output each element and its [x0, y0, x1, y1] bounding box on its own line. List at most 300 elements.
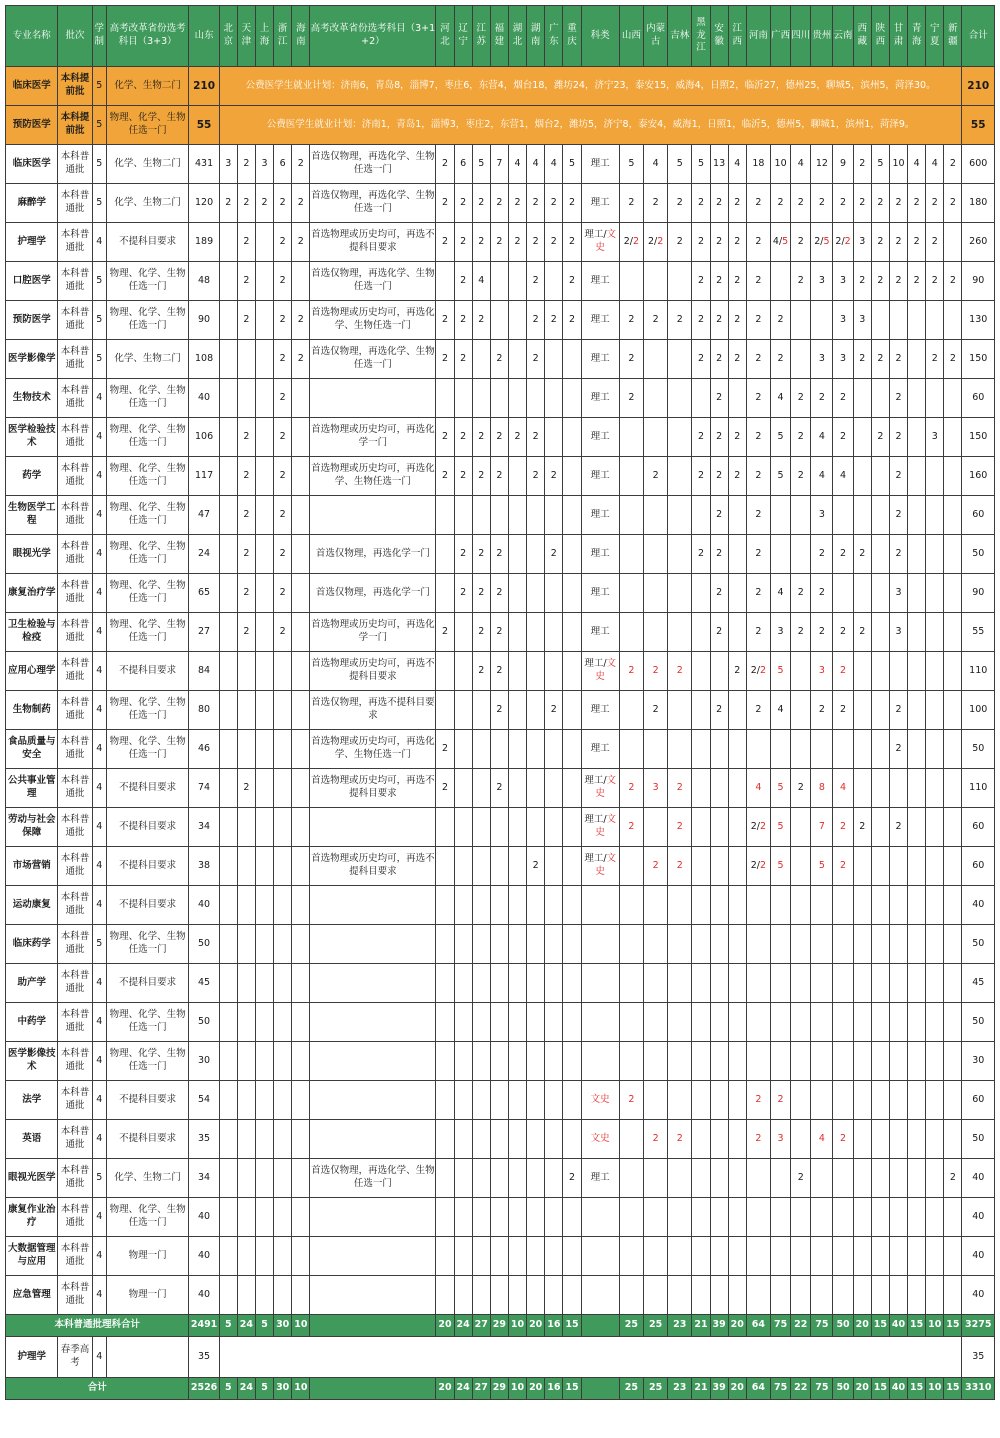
quota-cell	[436, 1159, 454, 1198]
quota-cell	[237, 1159, 255, 1198]
quota-cell	[255, 262, 273, 301]
quota-cell	[871, 613, 889, 652]
quota-cell	[926, 1159, 944, 1198]
quota-cell	[746, 847, 770, 886]
quota-cell	[545, 340, 563, 379]
quota-cell: 2	[889, 262, 907, 301]
quota-cell	[710, 1159, 728, 1198]
subject-requirement-3plus1plus2: 首选仅物理，再选化学一门	[310, 535, 436, 574]
major-row	[6, 691, 995, 730]
quota-cell	[944, 496, 962, 535]
header-cell: 河南	[746, 6, 770, 67]
quota-cell	[527, 1237, 545, 1276]
quota-cell	[668, 613, 692, 652]
quota-cell	[811, 769, 833, 808]
quota-cell	[490, 496, 508, 535]
quota-cell: 2	[728, 340, 746, 379]
row-total: 45	[962, 964, 995, 1003]
quota-arts: 2	[628, 1093, 635, 1105]
total-cell: 24	[454, 1378, 472, 1400]
quota-cell: 2	[811, 379, 833, 418]
batch: 本科普通批	[58, 1003, 92, 1042]
quota-cell	[563, 496, 581, 535]
header-cell: 安徽	[710, 6, 728, 67]
quota-cell: 2	[710, 574, 728, 613]
quota-cell	[274, 1120, 292, 1159]
quota-cell	[833, 1042, 853, 1081]
quota-cell	[527, 886, 545, 925]
quota-cell: 5	[563, 145, 581, 184]
major-row	[6, 1198, 995, 1237]
quota-cell	[791, 1120, 811, 1159]
quota-cell: 2	[237, 145, 255, 184]
quota-cell: 2	[791, 613, 811, 652]
major-row	[6, 262, 995, 301]
quota-cell	[255, 730, 273, 769]
major-name: 医学影像学	[6, 340, 58, 379]
quota-cell	[490, 262, 508, 301]
quota-cell	[728, 886, 746, 925]
major-row	[6, 886, 995, 925]
quota-cell	[871, 964, 889, 1003]
quota-cell	[833, 1081, 853, 1120]
quota-cell	[219, 1003, 237, 1042]
batch: 本科普通批	[58, 847, 92, 886]
total-cell: 64	[746, 1378, 770, 1400]
quota-cell	[255, 1276, 273, 1315]
quota-cell	[545, 262, 563, 301]
quota-cell: 2	[472, 418, 490, 457]
quota-cell	[728, 847, 746, 886]
quota-cell	[292, 379, 310, 418]
batch: 本科普通批	[58, 418, 92, 457]
quota-cell: 431	[189, 145, 219, 184]
quota-cell	[454, 886, 472, 925]
quota-arts: 文史	[590, 1132, 610, 1144]
quota-cell	[292, 262, 310, 301]
quota-cell	[527, 691, 545, 730]
quota-cell	[811, 964, 833, 1003]
batch: 本科普通批	[58, 1081, 92, 1120]
subject-requirement-3plus1plus2: 首选物理或历史均可，再选不提科目要求	[310, 652, 436, 691]
quota-cell: 2	[889, 184, 907, 223]
subject-requirement-3plus3: 物理、化学、生物任选一门	[106, 262, 189, 301]
quota-cell: 2	[728, 652, 746, 691]
quota-cell	[871, 1120, 889, 1159]
total-cell: 25	[619, 1378, 643, 1400]
quota-cell	[545, 847, 563, 886]
major-row	[6, 535, 995, 574]
quota-cell	[436, 1120, 454, 1159]
quota-cell	[490, 1198, 508, 1237]
quota-cell: 2	[746, 262, 770, 301]
quota-cell	[644, 808, 668, 847]
category	[581, 964, 619, 1003]
quota-cell: 2	[944, 262, 962, 301]
quota-cell	[692, 730, 710, 769]
subject-requirement-3plus3: 物理、化学、生物任选一门	[106, 730, 189, 769]
quota-arts: 2	[777, 1093, 784, 1105]
quota-cell	[219, 886, 237, 925]
header-cell: 广西	[771, 6, 791, 67]
quota-cell	[472, 379, 490, 418]
quota-cell	[889, 301, 907, 340]
subtotal-cell	[310, 1315, 436, 1337]
quota-cell	[908, 964, 926, 1003]
quota-cell	[219, 1276, 237, 1315]
quota-cell	[710, 1198, 728, 1237]
subject-requirement-3plus1plus2: 首选仅物理，再选化学、生物任选一门	[310, 145, 436, 184]
quota-cell	[436, 1237, 454, 1276]
quota-cell	[692, 379, 710, 418]
quota-cell	[771, 496, 791, 535]
quota-cell	[668, 925, 692, 964]
major-name: 生物医学工程	[6, 496, 58, 535]
total-cell: 16	[545, 1378, 563, 1400]
quota-cell	[871, 535, 889, 574]
major-name: 医学检验技术	[6, 418, 58, 457]
total-cell: 15	[944, 1378, 962, 1400]
quota-cell	[771, 262, 791, 301]
quota-cell	[219, 496, 237, 535]
quota-cell: 2	[944, 1159, 962, 1198]
years: 4	[92, 1081, 106, 1120]
quota-cell	[771, 730, 791, 769]
quota-cell: 2	[274, 184, 292, 223]
quota-science: 4/	[772, 235, 783, 247]
quota-arts: 文史	[590, 1093, 610, 1105]
quota-cell	[908, 340, 926, 379]
major-name: 眼视光医学	[6, 1159, 58, 1198]
quota-cell: 40	[189, 886, 219, 925]
quota-cell: 2	[871, 418, 889, 457]
subject-requirement-3plus1plus2: 首选物理或历史均可，再选不提科目要求	[310, 223, 436, 262]
quota-cell	[563, 1120, 581, 1159]
quota-cell: 2	[274, 457, 292, 496]
quota-cell: 2	[668, 301, 692, 340]
quota-cell: 2	[274, 301, 292, 340]
quota-cell	[644, 1003, 668, 1042]
quota-cell: 2	[710, 457, 728, 496]
quota-science: 理工/	[584, 814, 607, 826]
row-total: 50	[962, 535, 995, 574]
quota-arts: 3	[777, 1132, 784, 1144]
quota-arts: 3	[652, 781, 659, 793]
quota-cell	[644, 1042, 668, 1081]
quota-cell	[490, 925, 508, 964]
subject-requirement-3plus1plus2: 首选仅物理，再选化学、生物任选一门	[310, 340, 436, 379]
quota-cell	[255, 769, 273, 808]
quota-cell	[490, 1003, 508, 1042]
batch: 本科普通批	[58, 1120, 92, 1159]
quota-cell	[274, 808, 292, 847]
quota-cell	[692, 1081, 710, 1120]
quota-cell: 2	[274, 223, 292, 262]
quota-cell	[563, 457, 581, 496]
quota-cell: 2	[619, 301, 643, 340]
quota-science: 理工/	[584, 853, 607, 865]
quota-cell	[454, 847, 472, 886]
quota-cell: 2	[889, 535, 907, 574]
quota-cell: 2	[237, 769, 255, 808]
quota-cell: 2	[237, 262, 255, 301]
quota-cell: 2	[490, 613, 508, 652]
quota-cell	[833, 964, 853, 1003]
quota-cell: 2	[871, 340, 889, 379]
category: 理工	[581, 262, 619, 301]
quota-cell	[853, 730, 871, 769]
subject-requirement-3plus1plus2	[310, 1198, 436, 1237]
quota-cell	[563, 340, 581, 379]
quota-cell	[944, 1081, 962, 1120]
quota-cell	[219, 769, 237, 808]
quota-cell	[436, 847, 454, 886]
quota-cell	[944, 1120, 962, 1159]
quota-cell	[545, 1120, 563, 1159]
batch: 本科普通批	[58, 223, 92, 262]
quota-cell: 2	[292, 184, 310, 223]
quota-cell: 2	[746, 340, 770, 379]
quota-cell	[292, 418, 310, 457]
quota-cell	[644, 652, 668, 691]
quota-cell	[472, 886, 490, 925]
quota-cell: 18	[746, 145, 770, 184]
quota-arts: 2	[840, 1132, 847, 1144]
category	[581, 769, 619, 808]
quota-cell	[728, 613, 746, 652]
years: 5	[92, 106, 106, 145]
quota-cell	[728, 925, 746, 964]
quota-cell	[692, 1198, 710, 1237]
quota-cell	[508, 340, 526, 379]
quota-cell	[710, 808, 728, 847]
quota-cell	[619, 964, 643, 1003]
quota-cell	[853, 496, 871, 535]
quota-cell: 2	[563, 223, 581, 262]
quota-cell	[508, 964, 526, 1003]
quota-cell: 2	[811, 535, 833, 574]
quota-cell: 2	[490, 418, 508, 457]
quota-cell	[292, 886, 310, 925]
batch: 本科普通批	[58, 184, 92, 223]
quota-cell	[728, 691, 746, 730]
subject-requirement-3plus1plus2	[310, 1003, 436, 1042]
quota-cell	[833, 223, 853, 262]
quota-cell	[926, 847, 944, 886]
quota-cell	[944, 808, 962, 847]
quota-cell	[454, 730, 472, 769]
quota-arts: 2	[652, 1132, 659, 1144]
quota-cell	[644, 847, 668, 886]
years: 5	[92, 301, 106, 340]
quota-cell	[454, 652, 472, 691]
quota-cell	[274, 1003, 292, 1042]
quota-science: 2/	[750, 859, 760, 871]
quota-cell	[436, 1081, 454, 1120]
subject-requirement-3plus1plus2: 首选仅物理，再选化学、生物任选一门	[310, 1159, 436, 1198]
header-cell: 上海	[255, 6, 273, 67]
subject-requirement-3plus1plus2	[310, 808, 436, 847]
total-cell: 40	[889, 1378, 907, 1400]
quota-cell: 48	[189, 262, 219, 301]
quota-cell	[219, 340, 237, 379]
category	[581, 1042, 619, 1081]
quota-cell	[545, 652, 563, 691]
quota-cell	[508, 535, 526, 574]
quota-cell: 3	[833, 262, 853, 301]
quota-cell	[454, 1003, 472, 1042]
quota-cell: 2	[710, 379, 728, 418]
quota-cell	[219, 925, 237, 964]
quota-science: 2/	[835, 235, 845, 247]
quota-cell	[944, 730, 962, 769]
quota-cell: 3	[889, 574, 907, 613]
row-total: 55	[962, 106, 995, 145]
quota-cell: 27	[189, 613, 219, 652]
quota-cell	[926, 964, 944, 1003]
quota-cell	[255, 808, 273, 847]
quota-cell	[563, 964, 581, 1003]
quota-cell	[908, 1003, 926, 1042]
row-total: 90	[962, 574, 995, 613]
quota-cell	[545, 1276, 563, 1315]
major-name: 应用心理学	[6, 652, 58, 691]
subtotal-cell: 75	[811, 1315, 833, 1337]
quota-cell	[274, 886, 292, 925]
quota-cell	[728, 1276, 746, 1315]
quota-cell	[508, 925, 526, 964]
quota-cell	[908, 730, 926, 769]
quota-cell	[292, 535, 310, 574]
quota-cell: 2	[490, 691, 508, 730]
quota-cell: 2	[889, 730, 907, 769]
quota-cell: 2	[728, 418, 746, 457]
header-cell: 学制	[92, 6, 106, 67]
years: 4	[92, 496, 106, 535]
quota-cell	[710, 1081, 728, 1120]
row-total: 150	[962, 340, 995, 379]
quota-cell: 3	[219, 145, 237, 184]
quota-cell: 2	[292, 145, 310, 184]
quota-cell	[508, 1081, 526, 1120]
quota-cell	[889, 886, 907, 925]
years: 5	[92, 145, 106, 184]
quota-cell	[791, 1276, 811, 1315]
quota-cell	[237, 925, 255, 964]
quota-cell	[619, 535, 643, 574]
header-cell: 批次	[58, 6, 92, 67]
batch: 本科普通批	[58, 964, 92, 1003]
quota-cell: 40	[189, 379, 219, 418]
quota-cell: 12	[811, 145, 833, 184]
quota-cell: 2	[527, 340, 545, 379]
quota-cell: 2	[833, 613, 853, 652]
header-cell: 云南	[833, 6, 853, 67]
header-cell: 宁夏	[926, 6, 944, 67]
quota-cell	[472, 1081, 490, 1120]
quota-cell	[644, 1159, 668, 1198]
category	[581, 1276, 619, 1315]
quota-cell: 2	[644, 691, 668, 730]
years: 5	[92, 262, 106, 301]
header-cell: 辽宁	[454, 6, 472, 67]
quota-cell	[472, 925, 490, 964]
quota-cell: 3	[811, 262, 833, 301]
quota-cell	[292, 1237, 310, 1276]
quota-cell	[292, 613, 310, 652]
quota-cell	[292, 1081, 310, 1120]
quota-cell	[274, 1276, 292, 1315]
quota-cell	[871, 730, 889, 769]
subject-requirement-3plus1plus2	[310, 964, 436, 1003]
quota-cell	[508, 1003, 526, 1042]
quota-cell: 47	[189, 496, 219, 535]
quota-cell	[644, 262, 668, 301]
total-cell: 27	[472, 1378, 490, 1400]
quota-cell: 4	[508, 145, 526, 184]
major-row	[6, 340, 995, 379]
row-total: 50	[962, 925, 995, 964]
quota-cell	[644, 496, 668, 535]
quota-cell: 2	[728, 223, 746, 262]
quota-cell: 2	[472, 223, 490, 262]
quota-cell: 74	[189, 769, 219, 808]
subject-requirement-3plus1plus2	[310, 1042, 436, 1081]
quota-cell: 2	[563, 262, 581, 301]
quota-cell: 2	[710, 535, 728, 574]
quota-cell	[545, 574, 563, 613]
subject-requirement-3plus3: 物理、化学、生物任选一门	[106, 535, 189, 574]
quota-cell	[791, 964, 811, 1003]
quota-cell	[746, 808, 770, 847]
quota-cell	[710, 1237, 728, 1276]
batch: 本科普通批	[58, 613, 92, 652]
quota-cell: 2	[527, 847, 545, 886]
quota-cell	[545, 769, 563, 808]
quota-cell	[292, 808, 310, 847]
quota-cell: 2	[889, 496, 907, 535]
row-total: 110	[962, 769, 995, 808]
quota-cell	[237, 886, 255, 925]
quota-cell	[791, 730, 811, 769]
quota-cell: 2	[274, 574, 292, 613]
quota-cell: 3	[853, 301, 871, 340]
quota-cell	[563, 379, 581, 418]
quota-cell	[292, 1120, 310, 1159]
quota-cell	[644, 1120, 668, 1159]
quota-cell	[746, 1120, 770, 1159]
quota-cell	[908, 574, 926, 613]
quota-cell	[944, 223, 962, 262]
quota-cell	[771, 1198, 791, 1237]
quota-cell: 2	[436, 730, 454, 769]
major-row	[6, 925, 995, 964]
quota-cell	[472, 1042, 490, 1081]
quota-science: 理工/	[584, 658, 607, 670]
quota-cell	[728, 535, 746, 574]
quota-cell	[728, 769, 746, 808]
subject-requirement-3plus3: 物理、化学、生物任选一门	[106, 457, 189, 496]
total-cell: 30	[274, 1378, 292, 1400]
quota-cell: 2	[833, 535, 853, 574]
quota-cell: 2	[490, 652, 508, 691]
major-row	[6, 652, 995, 691]
subtotal-cell: 29	[490, 1315, 508, 1337]
quota-cell	[746, 886, 770, 925]
total-cell: 75	[811, 1378, 833, 1400]
subject-requirement-3plus1plus2: 首选物理或历史均可，再选化学、生物任选一门	[310, 301, 436, 340]
quota-cell	[255, 1003, 273, 1042]
